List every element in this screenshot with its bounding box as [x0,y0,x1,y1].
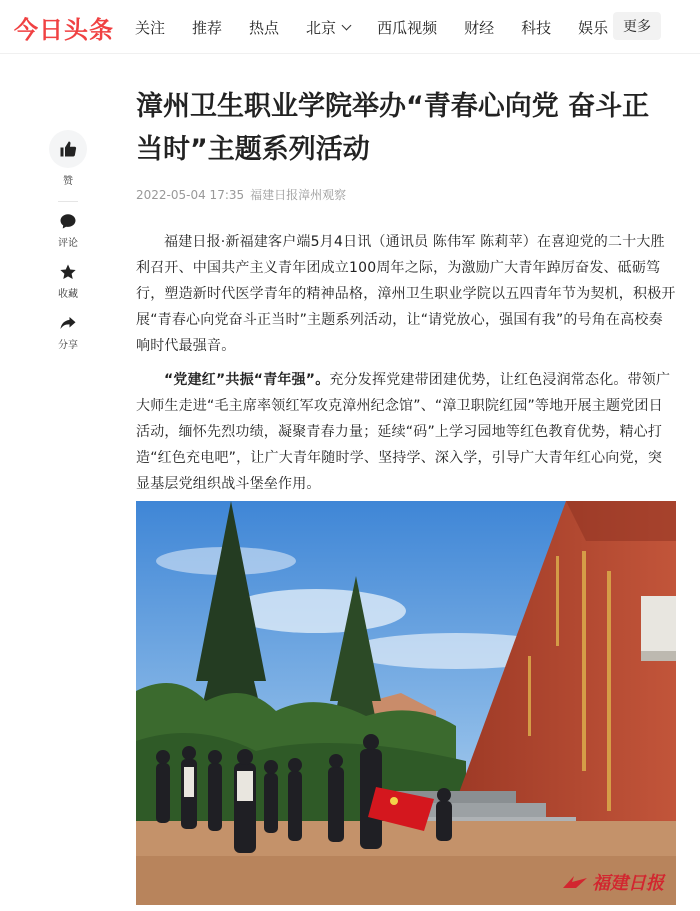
watermark-text: 福建日报 [592,873,664,894]
star-icon [59,263,77,281]
comment-label: 评论 [58,238,78,249]
favorite-action[interactable] [48,263,88,300]
rail-divider [58,201,78,202]
nav-item-hot[interactable]: 热点 [249,18,280,37]
comment-icon [59,212,77,230]
monument-photo-illustration [136,501,676,905]
nav-item-finance[interactable]: 财经 [464,18,495,37]
share-icon [59,314,77,332]
like-action[interactable] [48,130,88,187]
article-source[interactable]: 福建日报漳州观察 [250,188,347,202]
nav-item-beijing-label: 北京 [306,18,337,37]
nav-item-entertainment[interactable]: 娱乐 [578,18,609,37]
nav-item-xigua-video[interactable]: 西瓜视频 [377,18,438,37]
toutiao-logo[interactable]: 今日头条 [14,16,114,44]
nav-item-follow[interactable]: 关注 [135,18,166,37]
fujian-daily-logo-icon [562,874,588,890]
share-action[interactable] [48,314,88,351]
more-button[interactable]: 更多 [613,12,661,40]
article-title: 漳州卫生职业学院举办“青春心向党 奋斗正当时”主题系列活动 [136,91,650,165]
publish-date: 2022-05-04 17:35 [136,188,245,202]
nav-item-tech[interactable]: 科技 [521,18,552,37]
like-label: 赞 [63,176,73,187]
paragraph-2-body: 充分发挥党建带团建优势，让红色浸润常态化。带领广大师生走进“毛主席率领红军攻克漳州纪念馆”、“漳卫职院红园”等地开展主题党团日活动，缅怀先烈功绩，凝聚青春力量；延续“码”上学习园地等红色教育优势，精心打造“红色充电吧”，让广大青年随时学、坚持学、深入学，引导广大青年红心向党，突显基层党组织战斗堡垒作用。 [136,372,671,492]
top-nav [135,0,635,54]
favorite-label: 收藏 [58,289,78,300]
photo-watermark [562,869,664,895]
article-paragraph-2 [136,367,676,497]
article-paragraph-1: 福建日报·新福建客户端5月4日讯（通讯员 陈伟军 陈莉苹）在喜迎党的二十大胜利召开、中国共产主义青年团成立100周年之际，为激励广大青年踔厉奋发、砥砺笃行，塑造新时代医学青年的精神品格，漳州卫生职业学院以五四青年节为契机，积极开展“青春心向党奋斗正当时”主题系列活动，让“请党放心，强国有我”的号角在高校奏响时代最强音。 [136,234,676,354]
article-action-rail [48,130,88,365]
share-label: 分享 [58,340,78,351]
top-header [0,0,700,54]
thumbs-up-icon [59,140,77,158]
chevron-down-icon [342,20,352,30]
article-photo[interactable] [136,501,676,905]
nav-item-recommend[interactable]: 推荐 [192,18,223,37]
article-meta [136,186,346,203]
like-button[interactable] [49,130,87,168]
nav-item-beijing[interactable] [306,17,350,38]
comment-action[interactable] [48,212,88,249]
paragraph-2-heading: “党建红”共振“青年强”。 [164,372,330,388]
